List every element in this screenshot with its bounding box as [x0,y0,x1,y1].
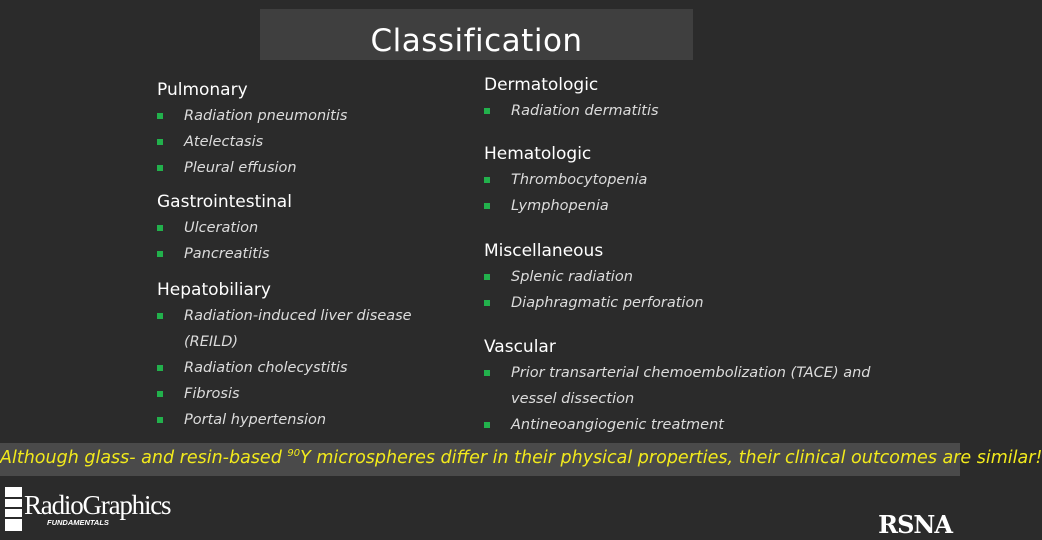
bullet-square-icon [157,417,163,423]
list-item: Antineoangiogenic treatment [484,412,881,438]
footer-bar [0,443,1042,476]
bullet-square-icon [484,274,490,280]
section-dermatologic [484,72,771,124]
list-item: Lymphopenia [484,193,771,219]
section-vascular [484,334,881,438]
rsna-logo: RSNA [878,510,952,539]
list-item: Ulceration [157,215,444,241]
section-heading: Pulmonary [157,80,248,100]
section-heading: Vascular [484,337,556,357]
bullet-square-icon [157,365,163,371]
page-title: Classification [370,23,583,59]
bullet-square-icon [484,203,490,209]
bullet-square-icon [484,300,490,306]
list-item: Radiation cholecystitis [157,355,444,381]
list-item: Prior transarterial chemoembolization (TACE) and vessel dissection [484,360,881,412]
list-item: Radiation pneumonitis [157,103,444,129]
radiographics-wordmark: RadioGraphics [24,490,171,520]
list-item: Radiation-induced liver disease (REILD) [157,303,429,355]
bullet-square-icon [157,165,163,171]
section-heading: Miscellaneous [484,241,604,261]
list-item: Splenic radiation [484,264,771,290]
list-item: Portal hypertension [157,407,444,433]
bullet-square-icon [484,422,490,428]
bullet-square-icon [157,391,163,397]
section-hematologic [484,141,771,219]
bullet-square-icon [484,370,490,376]
list-item: Atelectasis [157,129,444,155]
bullet-square-icon [157,113,163,119]
list-item: Pleural effusion [157,155,444,181]
section-gastrointestinal [157,189,444,267]
section-miscellaneous [484,238,771,316]
bullet-square-icon [484,108,490,114]
footer-note: Although glass- and resin-based $^{90}$Y microspheres differ in their physical properties, their clinical outcomes are similar! [0,448,1042,468]
section-hepatobiliary [157,277,444,433]
section-heading: Hepatobiliary [157,280,271,300]
list-item: Thrombocytopenia [484,167,771,193]
bullet-square-icon [157,139,163,145]
list-item: Fibrosis [157,381,444,407]
title-box [260,9,693,60]
section-heading: Dermatologic [484,75,599,95]
list-item: Radiation dermatitis [484,98,771,124]
bullet-square-icon [157,313,163,319]
section-pulmonary [157,77,444,181]
radiographics-logo [5,487,205,531]
list-item: Diaphragmatic perforation [484,290,771,316]
radiographics-subtitle: FUNDAMENTALS [47,518,109,527]
bullet-square-icon [484,177,490,183]
bullet-square-icon [157,225,163,231]
bullet-square-icon [157,251,163,257]
list-item: Pancreatitis [157,241,444,267]
section-heading: Gastrointestinal [157,192,292,212]
section-heading: Hematologic [484,144,592,164]
